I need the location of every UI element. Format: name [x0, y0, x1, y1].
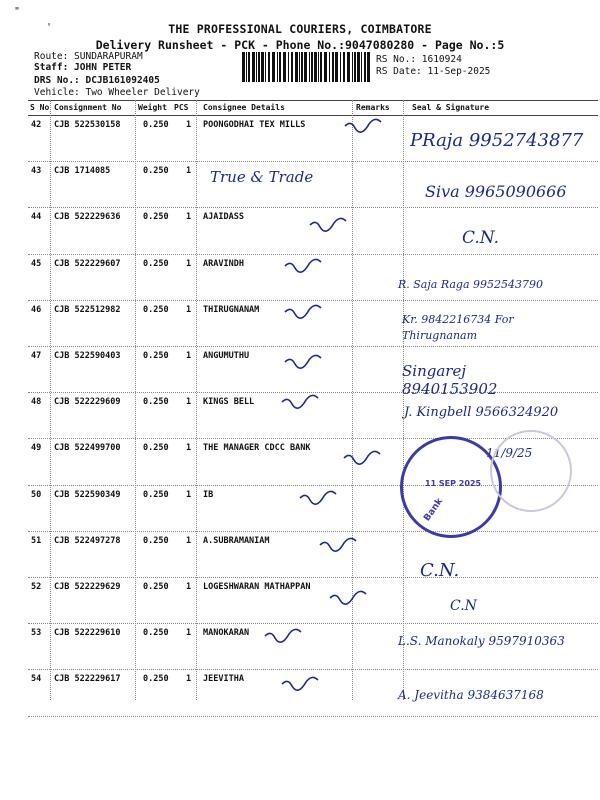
row-consignee: KINGS BELL	[203, 397, 255, 408]
barcode-bar	[288, 52, 289, 82]
barcode-bar	[248, 52, 250, 82]
signature-squiggle	[285, 259, 321, 272]
barcode-bar	[299, 52, 300, 82]
row-consignee: LOGESHWARAN MATHAPPAN	[203, 582, 311, 592]
signature-squiggle	[330, 591, 366, 604]
signature-squiggle	[282, 395, 318, 408]
barcode-bar	[304, 52, 307, 82]
row-sno: 45	[31, 258, 42, 269]
row-sno: 43	[31, 166, 42, 177]
signature-squiggle	[310, 218, 346, 231]
signature-squiggle	[320, 538, 356, 551]
row-sno: 54	[31, 674, 42, 685]
row-pcs: 1	[186, 397, 192, 408]
row-divider	[28, 161, 598, 162]
row-sno: 52	[31, 582, 42, 592]
row-consignment: CJB 1714085	[54, 166, 111, 177]
row-consignment: CJB 522229617	[54, 674, 121, 685]
scan-mark: "	[14, 6, 21, 17]
scan-mark-2: '	[46, 22, 53, 33]
row-consignment: CJB 522229610	[54, 628, 121, 639]
row-divider	[28, 300, 598, 301]
barcode-bar	[311, 52, 313, 82]
row-sno: 49	[31, 443, 42, 454]
remark-handwriting-43: True & Trade	[210, 168, 314, 186]
stamp-date-text: 11 SEP 2025	[425, 479, 482, 488]
barcode-bar	[364, 52, 366, 82]
signature-squiggle	[285, 355, 321, 368]
signature-squiggle	[265, 629, 301, 642]
barcode-bar	[246, 52, 247, 82]
barcode-bar	[265, 52, 266, 82]
row-consignee: A.SUBRAMANIAM	[203, 535, 270, 546]
runsheet-subtitle: Delivery Runsheet - PCK - Phone No.:9047080280 - Page No.:5	[95, 38, 505, 52]
row-weight: 0.250	[143, 443, 169, 454]
row-weight: 0.250	[143, 489, 169, 500]
barcode	[242, 52, 370, 82]
seal-handwriting-49: 11/9/25	[486, 446, 533, 460]
barcode-bar	[354, 52, 356, 82]
row-consignment: CJB 522530158	[54, 120, 121, 130]
staff-label: Staff: JOHN PETER	[34, 62, 132, 73]
barcode-bar	[352, 52, 353, 82]
row-consignee: JEEVITHA	[203, 674, 244, 685]
col-pcs: PCS	[174, 103, 189, 112]
barcode-bar	[258, 52, 260, 82]
row-divider	[28, 254, 598, 255]
row-pcs: 1	[186, 120, 192, 130]
row-pcs: 1	[186, 489, 192, 500]
seal-handwriting-47: Singarej 8940153902	[402, 362, 498, 398]
row-weight: 0.250	[143, 166, 169, 177]
rs-number: RS No.: 1610924	[376, 54, 462, 65]
row-weight: 0.250	[143, 582, 169, 592]
signature-squiggle	[344, 451, 380, 464]
barcode-bar	[295, 52, 298, 82]
row-pcs: 1	[186, 351, 192, 361]
row-sno: 48	[31, 397, 42, 408]
barcode-bar	[343, 52, 345, 82]
signature-squiggle	[285, 305, 321, 318]
barcode-bar	[318, 52, 319, 82]
barcode-bar	[329, 52, 330, 82]
barcode-bar	[314, 52, 317, 82]
barcode-bar	[256, 52, 257, 82]
barcode-bar	[301, 52, 303, 82]
row-consignee: ARAVINDH	[203, 258, 244, 269]
seal-handwriting-42: PRaja 9952743877	[410, 130, 584, 151]
seal-handwriting-46: Kr. 9842216734 For Thirugnanam	[402, 313, 514, 342]
barcode-bar	[283, 52, 286, 82]
signature-squiggle	[300, 491, 336, 504]
row-sno: 42	[31, 120, 42, 130]
barcode-bar	[335, 52, 338, 82]
row-consignment: CJB 522499700	[54, 443, 121, 454]
row-sno: 50	[31, 489, 42, 500]
row-pcs: 1	[186, 443, 192, 454]
barcode-bar	[361, 52, 362, 82]
bank-stamp	[400, 436, 502, 538]
barcode-bar	[242, 52, 245, 82]
row-divider	[28, 207, 598, 208]
col-seal: Seal & Signature	[412, 103, 490, 112]
barcode-bar	[340, 52, 341, 82]
seal-handwriting-43: Siva 9965090666	[425, 182, 567, 201]
row-weight: 0.250	[143, 628, 169, 639]
row-weight: 0.250	[143, 304, 169, 315]
row-divider	[28, 531, 598, 532]
barcode-bar	[291, 52, 293, 82]
drs-label: DRS No.: DCJB161092405	[34, 75, 160, 86]
faint-stamp	[490, 430, 572, 512]
row-consignment: CJB 522229636	[54, 212, 121, 223]
seal-handwriting-53: L.S. Manokaly 9597910363	[398, 634, 565, 648]
row-pcs: 1	[186, 628, 192, 639]
row-consignee: THIRUGNANAM	[203, 304, 260, 315]
barcode-bar	[332, 52, 334, 82]
stamp-bank-text: Bank	[422, 496, 446, 524]
company-title: THE PROFESSIONAL COURIERS, COIMBATORE	[168, 22, 432, 36]
col-consignee: Consignee Details	[203, 103, 285, 112]
vehicle-label: Vehicle: Two Wheeler Delivery	[34, 87, 200, 98]
row-consignment: CJB 522512982	[54, 304, 121, 315]
row-weight: 0.250	[143, 258, 169, 269]
barcode-bar	[309, 52, 310, 82]
row-consignee: IB	[203, 489, 214, 500]
row-pcs: 1	[186, 535, 192, 546]
row-divider	[28, 669, 598, 670]
seal-handwriting-52: C.N	[450, 598, 477, 614]
barcode-bar	[272, 52, 275, 82]
row-divider	[28, 577, 598, 578]
seal-handwriting-44: C.N.	[462, 228, 499, 248]
row-weight: 0.250	[143, 351, 169, 361]
col-remarks: Remarks	[356, 103, 390, 112]
row-pcs: 1	[186, 212, 192, 223]
col-weight: Weight	[138, 103, 167, 112]
barcode-bar	[367, 52, 370, 82]
col-consignment: Consignment No	[54, 103, 122, 112]
row-pcs: 1	[186, 258, 192, 269]
barcode-bar	[261, 52, 264, 82]
row-sno: 47	[31, 351, 42, 361]
row-sno: 51	[31, 535, 42, 546]
barcode-bar	[252, 52, 255, 82]
row-consignment: CJB 522229609	[54, 397, 121, 408]
row-consignment: CJB 522590403	[54, 351, 121, 361]
barcode-bar	[357, 52, 360, 82]
row-sno: 53	[31, 628, 42, 639]
row-divider	[28, 346, 598, 347]
barcode-bar	[268, 52, 270, 82]
row-consignment: CJB 522590349	[54, 489, 121, 500]
row-divider	[28, 623, 598, 624]
barcode-bar	[347, 52, 350, 82]
row-pcs: 1	[186, 166, 192, 177]
barcode-bar	[277, 52, 278, 82]
row-weight: 0.250	[143, 674, 169, 685]
seal-handwriting-54: A. Jeevitha 9384637168	[398, 688, 544, 702]
row-consignment: CJB 522497278	[54, 535, 121, 546]
row-consignee: AJAIDASS	[203, 212, 244, 223]
row-weight: 0.250	[143, 535, 169, 546]
signature-squiggle	[345, 119, 381, 132]
seal-handwriting-48: J. Kingbell 9566324920	[404, 405, 559, 420]
row-pcs: 1	[186, 582, 192, 592]
row-consignment: CJB 522229607	[54, 258, 121, 269]
row-weight: 0.250	[143, 212, 169, 223]
row-sno: 44	[31, 212, 42, 223]
barcode-bar	[320, 52, 322, 82]
row-weight: 0.250	[143, 397, 169, 408]
row-sno: 46	[31, 304, 42, 315]
route-label: Route: SUNDARAPURAM	[34, 51, 143, 62]
row-pcs: 1	[186, 674, 192, 685]
row-pcs: 1	[186, 304, 192, 315]
rs-date: RS Date: 11-Sep-2025	[376, 66, 491, 77]
row-consignee: MANOKARAN	[203, 628, 250, 639]
barcode-bar	[324, 52, 327, 82]
row-divider	[28, 716, 598, 717]
row-consignment: CJB 522229629	[54, 582, 121, 592]
row-consignee: THE MANAGER CDCC BANK	[203, 443, 311, 454]
row-consignee: POONGODHAI TEX MILLS	[203, 120, 306, 130]
col-sno: S No	[30, 103, 50, 112]
signature-squiggle	[282, 677, 318, 690]
row-weight: 0.250	[143, 120, 169, 130]
seal-handwriting-45: R. Saja Raga 9952543790	[398, 278, 544, 291]
row-consignee: ANGUMUTHU	[203, 351, 250, 361]
seal-handwriting-51: C.N.	[420, 560, 460, 581]
barcode-bar	[279, 52, 281, 82]
